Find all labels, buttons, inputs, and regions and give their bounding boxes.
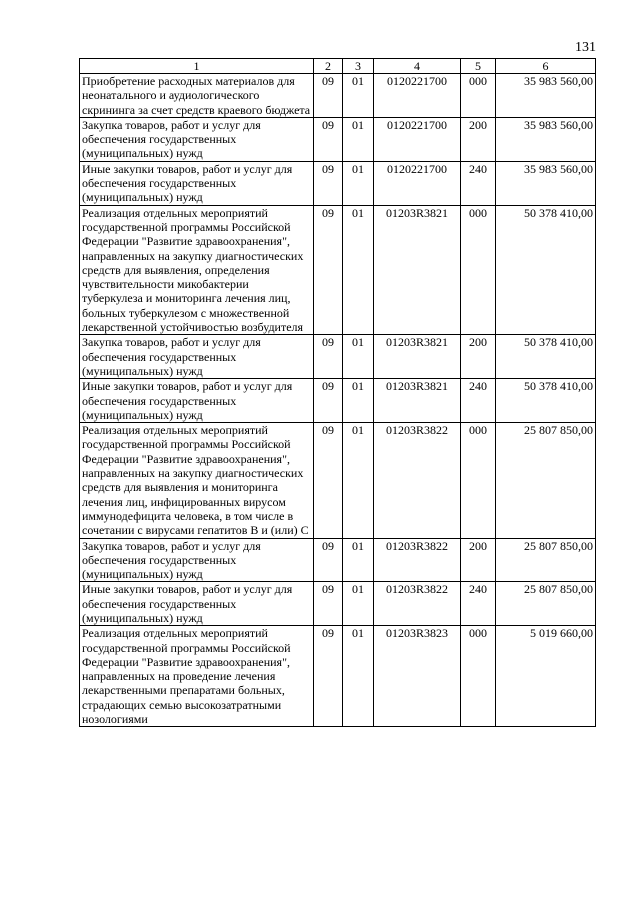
row-section: 09 [314, 423, 343, 538]
row-name: Приобретение расходных материалов для неонатального и аудиологического скрининга за счет средств краевого бюджета [80, 74, 314, 118]
row-target-code: 01203R3821 [374, 335, 461, 379]
header-col-1: 1 [80, 59, 314, 74]
row-amount: 25 807 850,00 [496, 423, 596, 538]
row-name: Закупка товаров, работ и услуг для обеспечения государственных (муниципальных) нужд [80, 538, 314, 582]
row-amount: 50 378 410,00 [496, 379, 596, 423]
row-expense-type: 240 [461, 161, 496, 205]
row-section: 09 [314, 205, 343, 335]
table-row [80, 205, 596, 335]
row-amount: 35 983 560,00 [496, 161, 596, 205]
row-amount: 50 378 410,00 [496, 205, 596, 335]
row-expense-type: 200 [461, 335, 496, 379]
header-col-3: 3 [343, 59, 374, 74]
row-subsection: 01 [343, 117, 374, 161]
row-expense-type: 000 [461, 423, 496, 538]
table-row [80, 582, 596, 626]
row-section: 09 [314, 538, 343, 582]
row-expense-type: 000 [461, 74, 496, 118]
row-subsection: 01 [343, 582, 374, 626]
row-target-code: 01203R3821 [374, 205, 461, 335]
row-subsection: 01 [343, 538, 374, 582]
table-row [80, 538, 596, 582]
row-section: 09 [314, 379, 343, 423]
table-row [80, 423, 596, 538]
row-expense-type: 200 [461, 538, 496, 582]
row-target-code: 01203R3821 [374, 379, 461, 423]
row-name: Реализация отдельных мероприятий государственной программы Российской Федерации "Развитие здравоохранения", направленных на закупку диагностических средств для выявления, определения чувствительности микобактерии туберкулеза и мониторинга лечения лиц, больных туберкулезом с множественной лекарственной устойчивостью возбудителя [80, 205, 314, 335]
table-row [80, 74, 596, 118]
header-col-5: 5 [461, 59, 496, 74]
table-row [80, 626, 596, 727]
table-row [80, 335, 596, 379]
row-section: 09 [314, 582, 343, 626]
header-col-4: 4 [374, 59, 461, 74]
row-expense-type: 000 [461, 626, 496, 727]
row-subsection: 01 [343, 423, 374, 538]
row-subsection: 01 [343, 335, 374, 379]
row-target-code: 0120221700 [374, 74, 461, 118]
row-subsection: 01 [343, 379, 374, 423]
budget-table [79, 58, 596, 727]
row-target-code: 01203R3822 [374, 582, 461, 626]
table-body [80, 74, 596, 727]
row-expense-type: 200 [461, 117, 496, 161]
row-target-code: 0120221700 [374, 117, 461, 161]
row-name: Иные закупки товаров, работ и услуг для обеспечения государственных (муниципальных) нужд [80, 582, 314, 626]
row-subsection: 01 [343, 161, 374, 205]
row-section: 09 [314, 117, 343, 161]
row-name: Иные закупки товаров, работ и услуг для обеспечения государственных (муниципальных) нужд [80, 379, 314, 423]
row-amount: 35 983 560,00 [496, 117, 596, 161]
row-subsection: 01 [343, 626, 374, 727]
table-row [80, 379, 596, 423]
row-name: Реализация отдельных мероприятий государственной программы Российской Федерации "Развитие здравоохранения", направленных на закупку диагностических средств для выявления и мониторинга лечения лиц, инфицированных вирусом иммунодефицита человека, в том числе в сочетании с вирусами гепатитов В и (или) С [80, 423, 314, 538]
row-target-code: 0120221700 [374, 161, 461, 205]
header-col-6: 6 [496, 59, 596, 74]
row-name: Закупка товаров, работ и услуг для обеспечения государственных (муниципальных) нужд [80, 117, 314, 161]
header-col-2: 2 [314, 59, 343, 74]
header-row [80, 59, 596, 74]
table-row [80, 117, 596, 161]
row-amount: 25 807 850,00 [496, 538, 596, 582]
row-target-code: 01203R3822 [374, 423, 461, 538]
row-section: 09 [314, 626, 343, 727]
row-expense-type: 240 [461, 379, 496, 423]
table-row [80, 161, 596, 205]
row-subsection: 01 [343, 74, 374, 118]
table-header [80, 59, 596, 74]
row-section: 09 [314, 74, 343, 118]
row-amount: 5 019 660,00 [496, 626, 596, 727]
row-section: 09 [314, 161, 343, 205]
row-subsection: 01 [343, 205, 374, 335]
row-target-code: 01203R3823 [374, 626, 461, 727]
row-expense-type: 240 [461, 582, 496, 626]
page-number: 131 [575, 40, 596, 55]
row-amount: 35 983 560,00 [496, 74, 596, 118]
row-amount: 50 378 410,00 [496, 335, 596, 379]
row-name: Реализация отдельных мероприятий государственной программы Российской Федерации "Развитие здравоохранения", направленных на проведение лечения лекарственными препаратами больных, страдающих семью высокозатратными нозологиями [80, 626, 314, 727]
row-expense-type: 000 [461, 205, 496, 335]
row-name: Закупка товаров, работ и услуг для обеспечения государственных (муниципальных) нужд [80, 335, 314, 379]
row-amount: 25 807 850,00 [496, 582, 596, 626]
row-target-code: 01203R3822 [374, 538, 461, 582]
row-name: Иные закупки товаров, работ и услуг для обеспечения государственных (муниципальных) нужд [80, 161, 314, 205]
row-section: 09 [314, 335, 343, 379]
